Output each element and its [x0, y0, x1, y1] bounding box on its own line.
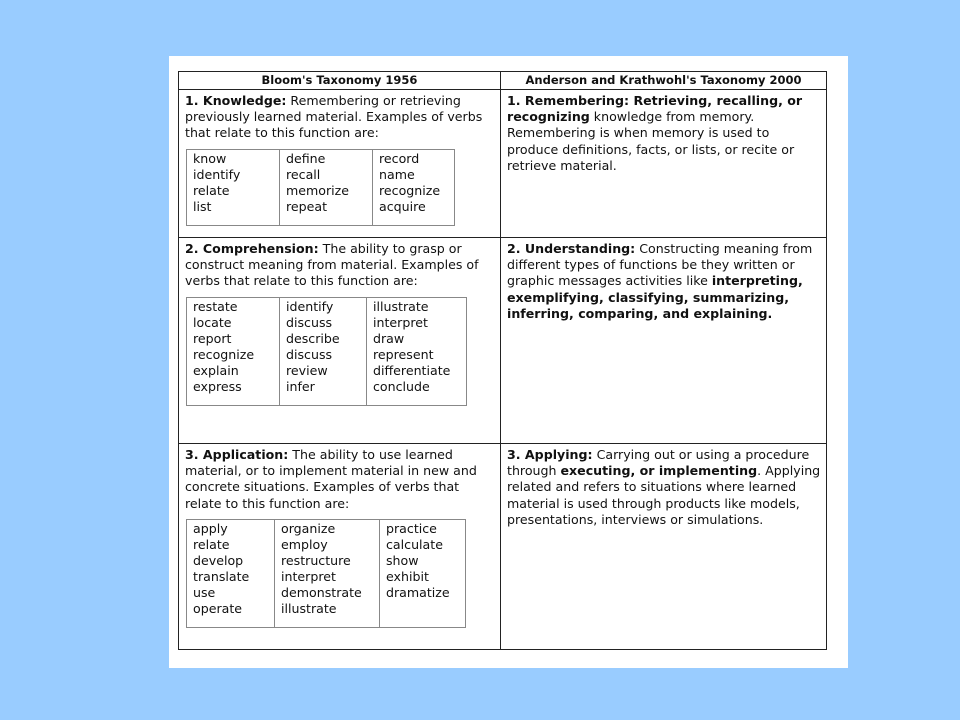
understanding-description: [501, 238, 826, 322]
verb: memorize: [286, 182, 350, 198]
verb: express: [193, 378, 242, 394]
table-row: [179, 444, 827, 650]
comprehension-description: [179, 238, 500, 290]
verbs-column: [367, 297, 467, 405]
verb: illustrate: [281, 600, 337, 616]
verb: translate: [193, 568, 250, 584]
verb: exhibit: [386, 568, 429, 584]
verb: name: [379, 166, 415, 182]
comprehension-text: The ability to grasp or construct meaning from material. Examples of verbs that relate to this function are:: [185, 241, 479, 289]
verb: describe: [286, 330, 340, 346]
verb: identify: [286, 298, 334, 314]
remembering-cell: [501, 90, 827, 238]
verb: report: [193, 330, 232, 346]
verb: restructure: [281, 552, 351, 568]
knowledge-verbs-table: [186, 149, 455, 226]
verb: apply: [193, 520, 228, 536]
applying-title: 3. Applying:: [507, 447, 593, 462]
understanding-title: 2. Understanding:: [507, 241, 636, 256]
verb: list: [193, 198, 212, 214]
verbs-column: [280, 297, 367, 405]
verb: practice: [386, 520, 437, 536]
application-text: The ability to use learned material, or to implement material in new and concrete situations. Examples of verbs that relate to this function are:: [185, 447, 477, 511]
verb: illustrate: [373, 298, 429, 314]
verb: represent: [373, 346, 434, 362]
verb: calculate: [386, 536, 443, 552]
verbs-column: [187, 297, 280, 405]
header-blooms: Bloom's Taxonomy 1956: [179, 72, 501, 90]
application-title: 3. Application:: [185, 447, 289, 462]
applying-description: [501, 444, 826, 528]
knowledge-cell: [179, 90, 501, 238]
verb: locate: [193, 314, 232, 330]
remembering-title: 1. Remembering: Retrieving, recalling, or recognizing: [507, 93, 803, 125]
verbs-column: [275, 519, 380, 627]
verb: interpret: [373, 314, 428, 330]
knowledge-title: 1. Knowledge:: [185, 93, 287, 108]
verbs-column: [373, 149, 455, 225]
verb: conclude: [373, 378, 430, 394]
header-anderson-krathwohl: Anderson and Krathwohl's Taxonomy 2000: [501, 72, 827, 90]
verbs-column: [187, 519, 275, 627]
header-row: [179, 72, 827, 90]
verb: operate: [193, 600, 243, 616]
verbs-column: [280, 149, 373, 225]
verb: organize: [281, 520, 336, 536]
verb: explain: [193, 362, 239, 378]
applying-text-b: . Applying related and refers to situations where learned material is used through products like models, presentations, interviews or simulations.: [507, 463, 821, 527]
knowledge-description: [179, 90, 500, 142]
table-row: [179, 90, 827, 238]
application-description: [179, 444, 500, 512]
verb: relate: [193, 536, 230, 552]
verb: relate: [193, 182, 230, 198]
comprehension-verbs-table: [186, 297, 467, 406]
verb: repeat: [286, 198, 328, 214]
applying-bold-verbs: executing, or implementing: [560, 463, 758, 479]
comprehension-title: 2. Comprehension:: [185, 241, 319, 256]
verb: review: [286, 362, 328, 378]
applying-cell: [501, 444, 827, 650]
verb: acquire: [379, 198, 426, 214]
verb: discuss: [286, 314, 333, 330]
understanding-text: Constructing meaning from different types of functions be they written or graphic messages activities like: [507, 241, 813, 289]
remembering-text: knowledge from memory. Remembering is when memory is used to produce definitions, facts, or lists, or recite or retrieve material.: [507, 109, 795, 173]
taxonomy-comparison-table: [178, 71, 827, 650]
knowledge-text: Remembering or retrieving previously learned material. Examples of verbs that relate to this function are:: [185, 93, 483, 141]
verb: know: [193, 150, 227, 166]
application-verbs-table: [186, 519, 466, 628]
verb: draw: [373, 330, 405, 346]
verb: define: [286, 150, 326, 166]
verb: restate: [193, 298, 238, 314]
verb: use: [193, 584, 216, 600]
verb: differentiate: [373, 362, 451, 378]
verb: recognize: [379, 182, 441, 198]
understanding-bold-verbs: interpreting, exemplifying, classifying, summarizing, inferring, comparing, and explaining.: [507, 273, 803, 321]
remembering-description: [501, 90, 826, 174]
table-row: [179, 238, 827, 444]
comprehension-cell: [179, 238, 501, 444]
understanding-cell: [501, 238, 827, 444]
verb: show: [386, 552, 419, 568]
verbs-column: [187, 149, 280, 225]
verb: interpret: [281, 568, 336, 584]
verb: dramatize: [386, 584, 450, 600]
verb: develop: [193, 552, 244, 568]
verb: discuss: [286, 346, 333, 362]
verb: employ: [281, 536, 328, 552]
applying-text-a: Carrying out or using a procedure through: [507, 447, 810, 479]
verb: recall: [286, 166, 321, 182]
verb: demonstrate: [281, 584, 362, 600]
verbs-column: [380, 519, 466, 627]
verb: identify: [193, 166, 241, 182]
verb: record: [379, 150, 420, 166]
verb: recognize: [193, 346, 255, 362]
application-cell: [179, 444, 501, 650]
verb: infer: [286, 378, 315, 394]
